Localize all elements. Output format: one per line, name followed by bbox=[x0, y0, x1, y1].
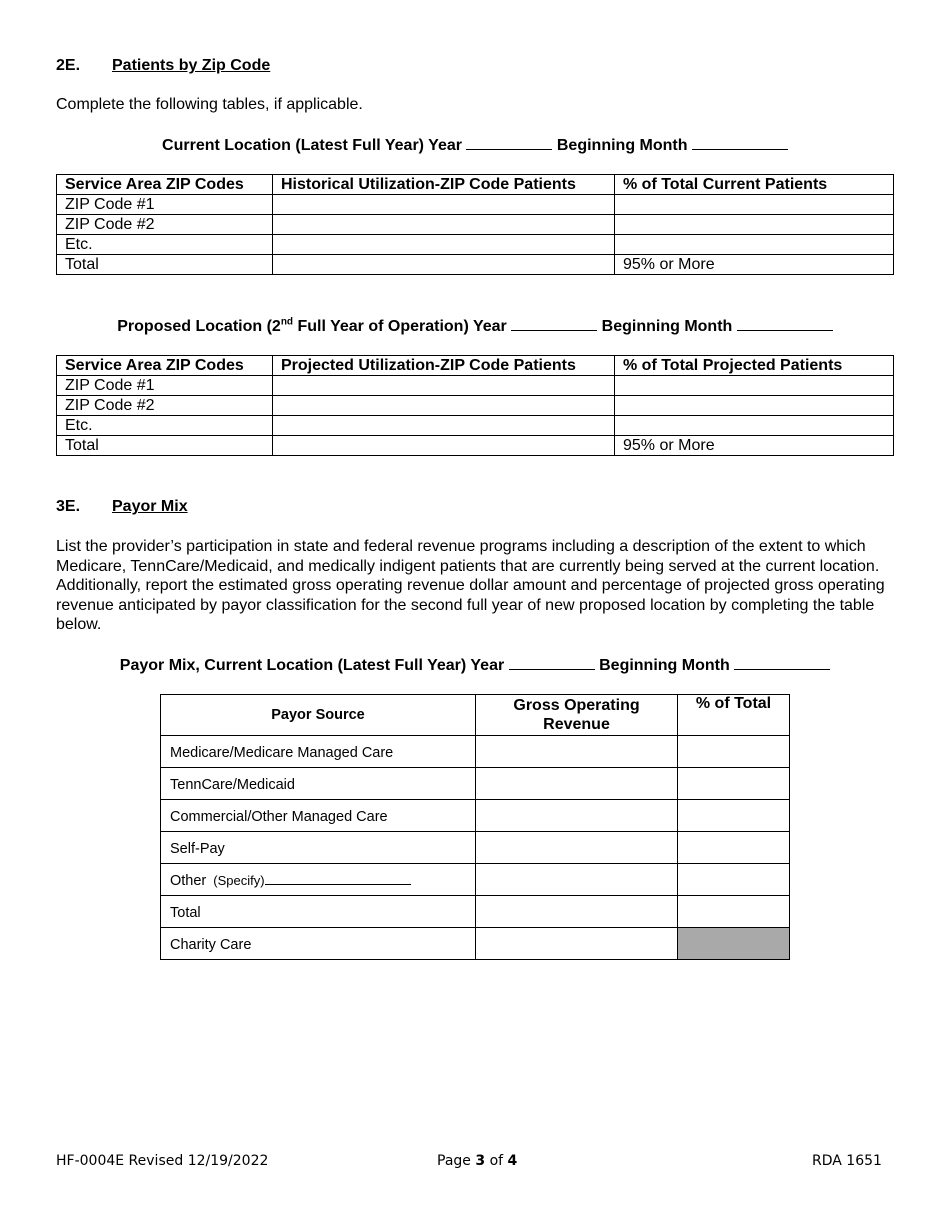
payor-source-label: Charity Care bbox=[161, 928, 476, 960]
revenue-input-cell[interactable] bbox=[476, 864, 678, 896]
year-blank[interactable] bbox=[509, 655, 595, 670]
page-number bbox=[437, 1153, 517, 1169]
revenue-input-cell[interactable] bbox=[476, 896, 678, 928]
heading-text: Proposed Location (2 bbox=[117, 318, 281, 335]
heading-text: Payor Mix, Current Location (Latest Full Year) Year bbox=[119, 657, 505, 674]
table-header-row bbox=[57, 175, 894, 195]
specify-blank[interactable] bbox=[265, 872, 411, 885]
table-row bbox=[161, 768, 790, 800]
table-row bbox=[57, 436, 894, 456]
section-2e-header bbox=[56, 57, 80, 75]
percent-input-cell[interactable] bbox=[678, 768, 790, 800]
input-cell[interactable] bbox=[615, 235, 894, 255]
page-total: 4 bbox=[507, 1153, 518, 1169]
input-cell[interactable] bbox=[273, 436, 615, 456]
page-word: Page bbox=[437, 1153, 471, 1169]
table-row bbox=[57, 376, 894, 396]
percent-input-cell[interactable] bbox=[678, 800, 790, 832]
input-cell[interactable] bbox=[615, 376, 894, 396]
input-cell[interactable] bbox=[273, 416, 615, 436]
table-row bbox=[57, 215, 894, 235]
revenue-input-cell[interactable] bbox=[476, 800, 678, 832]
input-cell[interactable] bbox=[273, 376, 615, 396]
percent-input-cell[interactable] bbox=[678, 896, 790, 928]
heading-superscript: nd bbox=[280, 316, 294, 328]
column-header: Projected Utilization-ZIP Code Patients bbox=[273, 356, 615, 376]
table-row bbox=[57, 255, 894, 275]
payor-source-label: Other bbox=[170, 873, 207, 889]
percent-input-cell[interactable] bbox=[678, 736, 790, 768]
payor-source-label: Medicare/Medicare Managed Care bbox=[161, 736, 476, 768]
table-row bbox=[161, 864, 790, 896]
payor-mix-table bbox=[160, 694, 790, 960]
rda-number: RDA 1651 bbox=[812, 1153, 882, 1169]
proposed-location-heading bbox=[0, 316, 950, 336]
section-2e-title-wrap bbox=[112, 57, 270, 75]
payor-source-label: Commercial/Other Managed Care bbox=[161, 800, 476, 832]
table-header-row bbox=[161, 695, 790, 736]
month-blank[interactable] bbox=[734, 655, 830, 670]
payor-mix-heading bbox=[0, 655, 950, 675]
payor-source-other bbox=[161, 864, 476, 896]
payor-source-label: Self-Pay bbox=[161, 832, 476, 864]
month-blank[interactable] bbox=[737, 316, 833, 331]
column-header: % of Total bbox=[678, 695, 790, 736]
section-3e-header bbox=[56, 498, 80, 516]
input-cell[interactable] bbox=[615, 215, 894, 235]
input-cell[interactable] bbox=[273, 235, 615, 255]
total-target-cell: 95% or More bbox=[615, 436, 894, 456]
heading-text: Current Location (Latest Full Year) Year bbox=[162, 137, 462, 154]
column-header: Service Area ZIP Codes bbox=[57, 356, 273, 376]
section-title: Patients by Zip Code bbox=[112, 57, 271, 74]
column-header: % of Total Current Patients bbox=[615, 175, 894, 195]
row-label: ZIP Code #1 bbox=[57, 376, 273, 396]
page-of: of bbox=[489, 1153, 504, 1169]
heading-month: Beginning Month bbox=[556, 137, 688, 154]
column-header: Payor Source bbox=[161, 695, 476, 736]
revenue-input-cell[interactable] bbox=[476, 736, 678, 768]
row-label: Total bbox=[57, 436, 273, 456]
table-header-row bbox=[57, 356, 894, 376]
payor-mix-paragraph: List the provider’s participation in state and federal revenue programs including a description of the extent to which Medicare, TennCare/Medicaid, and medically indigent patients that are currently being served at the current location. Additionally, report the estimated gross operating revenue dollar amount and percentage of projected gross operating revenue anticipated by payor classification for the second full year of new proposed location by completing the table below. bbox=[56, 538, 885, 634]
row-label: Etc. bbox=[57, 235, 273, 255]
revenue-input-cell[interactable] bbox=[476, 928, 678, 960]
row-label: Etc. bbox=[57, 416, 273, 436]
input-cell[interactable] bbox=[273, 396, 615, 416]
section-title: Payor Mix bbox=[112, 498, 188, 515]
input-cell[interactable] bbox=[615, 416, 894, 436]
current-zip-table bbox=[56, 174, 894, 275]
row-label: ZIP Code #1 bbox=[57, 195, 273, 215]
table-row bbox=[57, 396, 894, 416]
column-header: Historical Utilization-ZIP Code Patients bbox=[273, 175, 615, 195]
column-header: % of Total Projected Patients bbox=[615, 356, 894, 376]
heading-month: Beginning Month bbox=[601, 318, 733, 335]
column-header: Gross Operating Revenue bbox=[476, 695, 678, 736]
year-blank[interactable] bbox=[511, 316, 597, 331]
column-header: Service Area ZIP Codes bbox=[57, 175, 273, 195]
total-target-cell: 95% or More bbox=[615, 255, 894, 275]
table-row bbox=[57, 235, 894, 255]
table-row bbox=[161, 928, 790, 960]
section-number: 2E. bbox=[56, 57, 81, 74]
table-row bbox=[161, 736, 790, 768]
input-cell[interactable] bbox=[615, 396, 894, 416]
year-blank[interactable] bbox=[466, 135, 552, 150]
specify-label: (Specify) bbox=[213, 873, 265, 888]
table-row bbox=[161, 800, 790, 832]
input-cell[interactable] bbox=[273, 195, 615, 215]
input-cell[interactable] bbox=[615, 195, 894, 215]
table-row bbox=[161, 832, 790, 864]
instruction-text: Complete the following tables, if applicable. bbox=[56, 96, 363, 113]
table-row bbox=[161, 896, 790, 928]
proposed-zip-table bbox=[56, 355, 894, 456]
input-cell[interactable] bbox=[273, 215, 615, 235]
heading-month: Beginning Month bbox=[599, 657, 730, 674]
revenue-input-cell[interactable] bbox=[476, 832, 678, 864]
payor-source-label: TennCare/Medicaid bbox=[161, 768, 476, 800]
percent-input-cell[interactable] bbox=[678, 864, 790, 896]
section-3e-title-wrap bbox=[112, 498, 188, 516]
form-id: HF-0004E Revised 12/19/2022 bbox=[56, 1153, 269, 1169]
percent-input-cell[interactable] bbox=[678, 832, 790, 864]
heading-text-suffix: Full Year of Operation) Year bbox=[293, 318, 507, 335]
input-cell[interactable] bbox=[273, 255, 615, 275]
row-label: ZIP Code #2 bbox=[57, 396, 273, 416]
payor-source-label: Total bbox=[161, 896, 476, 928]
table-row bbox=[57, 195, 894, 215]
revenue-input-cell[interactable] bbox=[476, 768, 678, 800]
month-blank[interactable] bbox=[692, 135, 788, 150]
page-current: 3 bbox=[475, 1153, 486, 1169]
shaded-cell bbox=[678, 928, 790, 960]
current-location-heading bbox=[0, 135, 950, 155]
table-row bbox=[57, 416, 894, 436]
row-label: Total bbox=[57, 255, 273, 275]
section-number: 3E. bbox=[56, 498, 81, 515]
row-label: ZIP Code #2 bbox=[57, 215, 273, 235]
